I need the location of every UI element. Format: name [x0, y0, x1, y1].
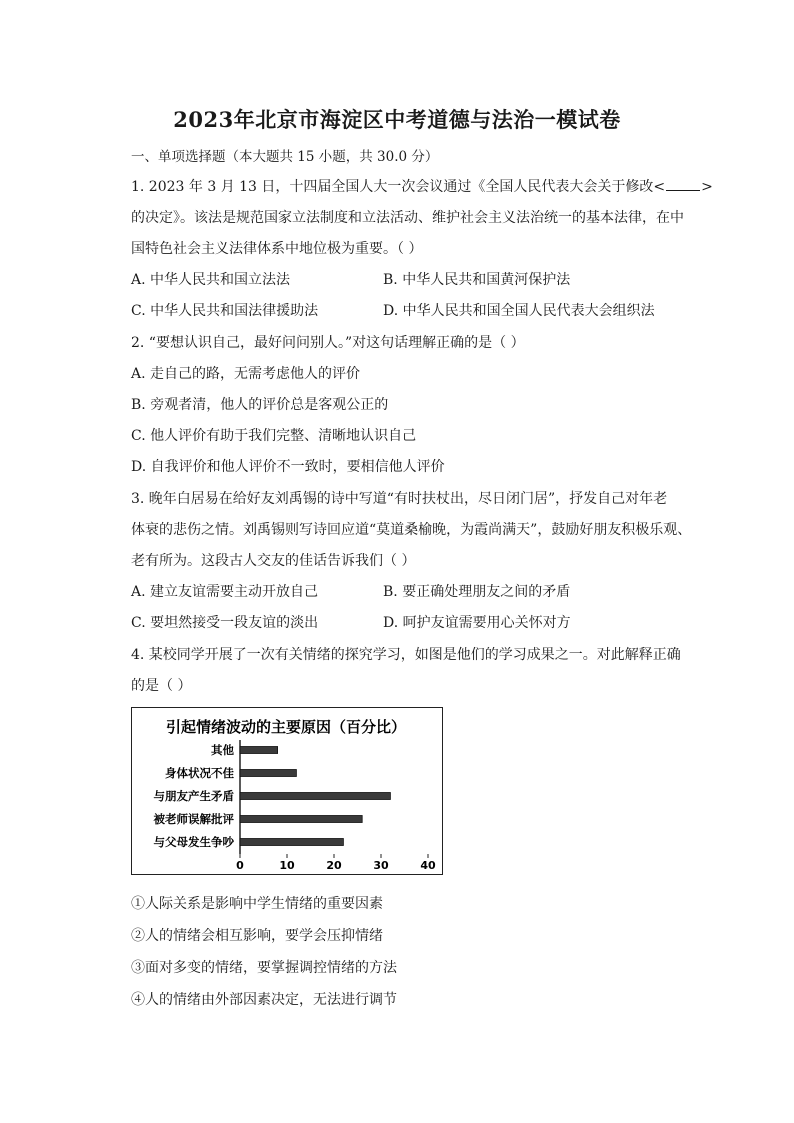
- chart-bar: [240, 747, 278, 754]
- chart-x-tick-label: 20: [326, 859, 342, 872]
- chart-bar: [240, 839, 343, 846]
- q3-line2: 体衰的悲伤之情。刘禹锡则写诗回应道“莫道桑榆晚，为霞尚满天”，鼓励好朋友积极乐观、: [131, 522, 692, 538]
- chart-x-tick-label: 30: [373, 859, 389, 872]
- q2-option-d: D. 自我评价和他人评价不一致时，要相信他人评价: [131, 459, 445, 475]
- q4-statement-4: ④人的情绪由外部因素决定，无法进行调节: [131, 992, 397, 1008]
- q4-line1: 4. 某校同学开展了一次有关情绪的探究学习，如图是他们的学习成果之一。对此解释正确: [131, 647, 681, 663]
- chart-bar: [240, 793, 390, 800]
- q1-line1-text: 1. 2023 年 3 月 13 日，十四届全国人大一次会议通过《全国人民代表大会关于修改<: [131, 179, 666, 195]
- q1-line1-end: >: [701, 179, 713, 195]
- q1-option-d: D. 中华人民共和国全国人民代表大会组织法: [383, 303, 655, 319]
- chart-category-label: 身体状况不佳: [165, 766, 234, 780]
- q4-statement-2: ②人的情绪会相互影响，要学会压抑情绪: [131, 928, 383, 944]
- chart-x-tick-label: 10: [279, 859, 295, 872]
- chart-x-tick-label: 40: [420, 859, 436, 872]
- chart-category-label: 被老师误解批评: [153, 812, 234, 826]
- q2-stem: 2. “要想认识自己，最好问问别人。”对这句话理解正确的是（ ）: [131, 335, 525, 351]
- q3-option-b: B. 要正确处理朋友之间的矛盾: [383, 584, 571, 600]
- q1-blank: [666, 178, 700, 191]
- q1-line3: 国特色社会主义法律体系中地位极为重要。（ ）: [131, 241, 423, 257]
- chart-category-label: 其他: [211, 743, 234, 757]
- chart-category-label: 与朋友产生矛盾: [153, 789, 234, 803]
- q3-option-a: A. 建立友谊需要主动开放自己: [131, 584, 319, 600]
- emotion-causes-chart: [131, 707, 443, 875]
- q2-option-c: C. 他人评价有助于我们完整、清晰地认识自己: [131, 428, 417, 444]
- chart-bar: [240, 816, 362, 823]
- chart-bar: [240, 770, 296, 777]
- q1-option-c: C. 中华人民共和国法律援助法: [131, 303, 319, 319]
- q1-line2: 的决定》。该法是规范国家立法制度和立法活动、维护社会主义法治统一的基本法律，在中: [131, 210, 684, 226]
- chart-svg: [132, 708, 441, 873]
- q1-line1: [131, 176, 713, 196]
- chart-category-label: 与父母发生争吵: [153, 835, 234, 849]
- q4-statement-3: ③面对多变的情绪，要掌握调控情绪的方法: [131, 960, 397, 976]
- q1-option-b: B. 中华人民共和国黄河保护法: [383, 272, 571, 288]
- exam-title: 2023年北京市海淀区中考道德与法治一模试卷: [173, 107, 621, 132]
- q3-line3: 老有所为。这段古人交友的佳话告诉我们（ ）: [131, 553, 416, 569]
- q3-option-c: C. 要坦然接受一段友谊的淡出: [131, 615, 319, 631]
- q1-option-a: A. 中华人民共和国立法法: [131, 272, 291, 288]
- q4-line2: 的是（ ）: [131, 678, 192, 694]
- chart-x-tick-label: 0: [236, 859, 244, 872]
- q2-option-b: B. 旁观者清，他人的评价总是客观公正的: [131, 397, 389, 413]
- chart-title: 引起情绪波动的主要原因（百分比）: [165, 718, 407, 736]
- section-heading: 一、单项选择题（本大题共 15 小题，共 30.0 分）: [131, 149, 439, 165]
- q4-statement-1: ①人际关系是影响中学生情绪的重要因素: [131, 896, 383, 912]
- q3-line1: 3. 晚年白居易在给好友刘禹锡的诗中写道“有时扶杖出，尽日闭门居”，抒发自己对年老: [131, 491, 668, 507]
- q2-option-a: A. 走自己的路，无需考虑他人的评价: [131, 366, 361, 382]
- q3-option-d: D. 呵护友谊需要用心关怀对方: [383, 615, 571, 631]
